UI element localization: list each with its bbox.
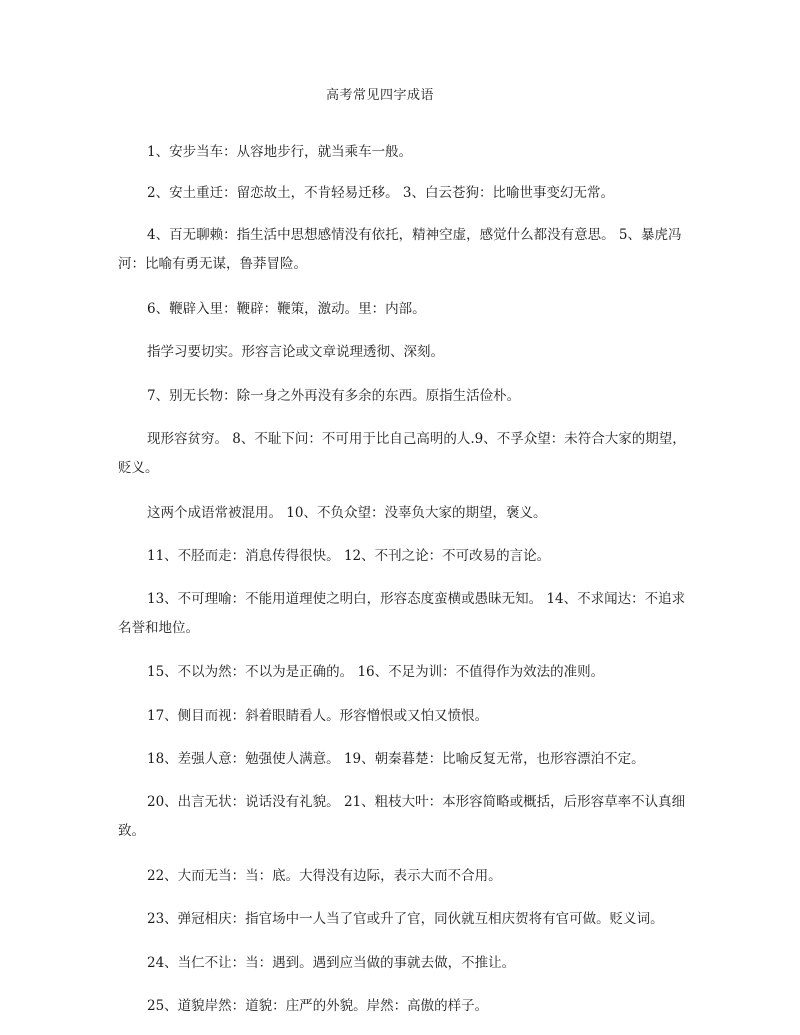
paragraph-17: 24、当仁不让：当：遇到。遇到应当做的事就去做，不推让。 [147,955,516,971]
document-title: 高考常见四字成语 [325,88,434,103]
paragraph-11: 15、不以为然：不以为是正确的。 16、不足为训：不值得作为效法的准则。 [147,664,605,680]
paragraph-5: 指学习要切实。形容言论或文章说理透彻、深刻。 [147,344,444,360]
paragraph-2: 2、安土重迁：留恋故土，不肯轻易迁移。 3、白云苍狗：比喻世事变幻无常。 [147,185,614,201]
paragraph-10: 13、不可理喻：不能用道理使之明白，形容态度蛮横或愚昧无知。 14、不求闻达：不追求名誉和地位。 [118,591,686,636]
paragraph-7: 现形容贫穷。 8、不耻下问：不可用于比自己高明的人.9、不孚众望：未符合大家的期望，贬义。 [118,431,686,476]
paragraph-4: 6、鞭辟入里：鞭辟：鞭策，激动。里：内部。 [147,301,426,317]
paragraph-16: 23、弹冠相庆：指官场中一人当了官或升了官，同伙就互相庆贺将有官可做。贬义词。 [147,911,664,927]
paragraph-6: 7、别无长物：除一身之外再没有多余的东西。原指生活俭朴。 [147,388,521,404]
paragraph-9: 11、不胫而走：消息传得很快。 12、不刊之论：不可改易的言论。 [147,548,551,564]
paragraph-8: 这两个成语常被混用。 10、不负众望：没辜负大家的期望，褒义。 [147,505,547,521]
paragraph-14: 20、出言无状：说话没有礼貌。 21、粗枝大叶：本形容简略或概括，后形容草率不认真细致。 [118,794,686,839]
paragraph-12: 17、侧目而视：斜着眼睛看人。形容憎恨或又怕又愤恨。 [147,708,489,724]
paragraph-1: 1、安步当车：从容地步行，就当乘车一般。 [147,144,413,160]
paragraph-13: 18、差强人意：勉强使人满意。 19、朝秦暮楚：比喻反复无常，也形容漂泊不定。 [147,751,645,767]
paragraph-18: 25、道貌岸然：道貌：庄严的外貌。岸然：高傲的样子。 [147,998,489,1014]
paragraph-15: 22、大而无当：当：底。大得没有边际，表示大而不合用。 [147,868,502,884]
paragraph-3: 4、百无聊赖：指生活中思想感情没有依托，精神空虚，感觉什么都没有意思。 5、暴虎冯河：比喻有勇无谋，鲁莽冒险。 [118,227,682,272]
